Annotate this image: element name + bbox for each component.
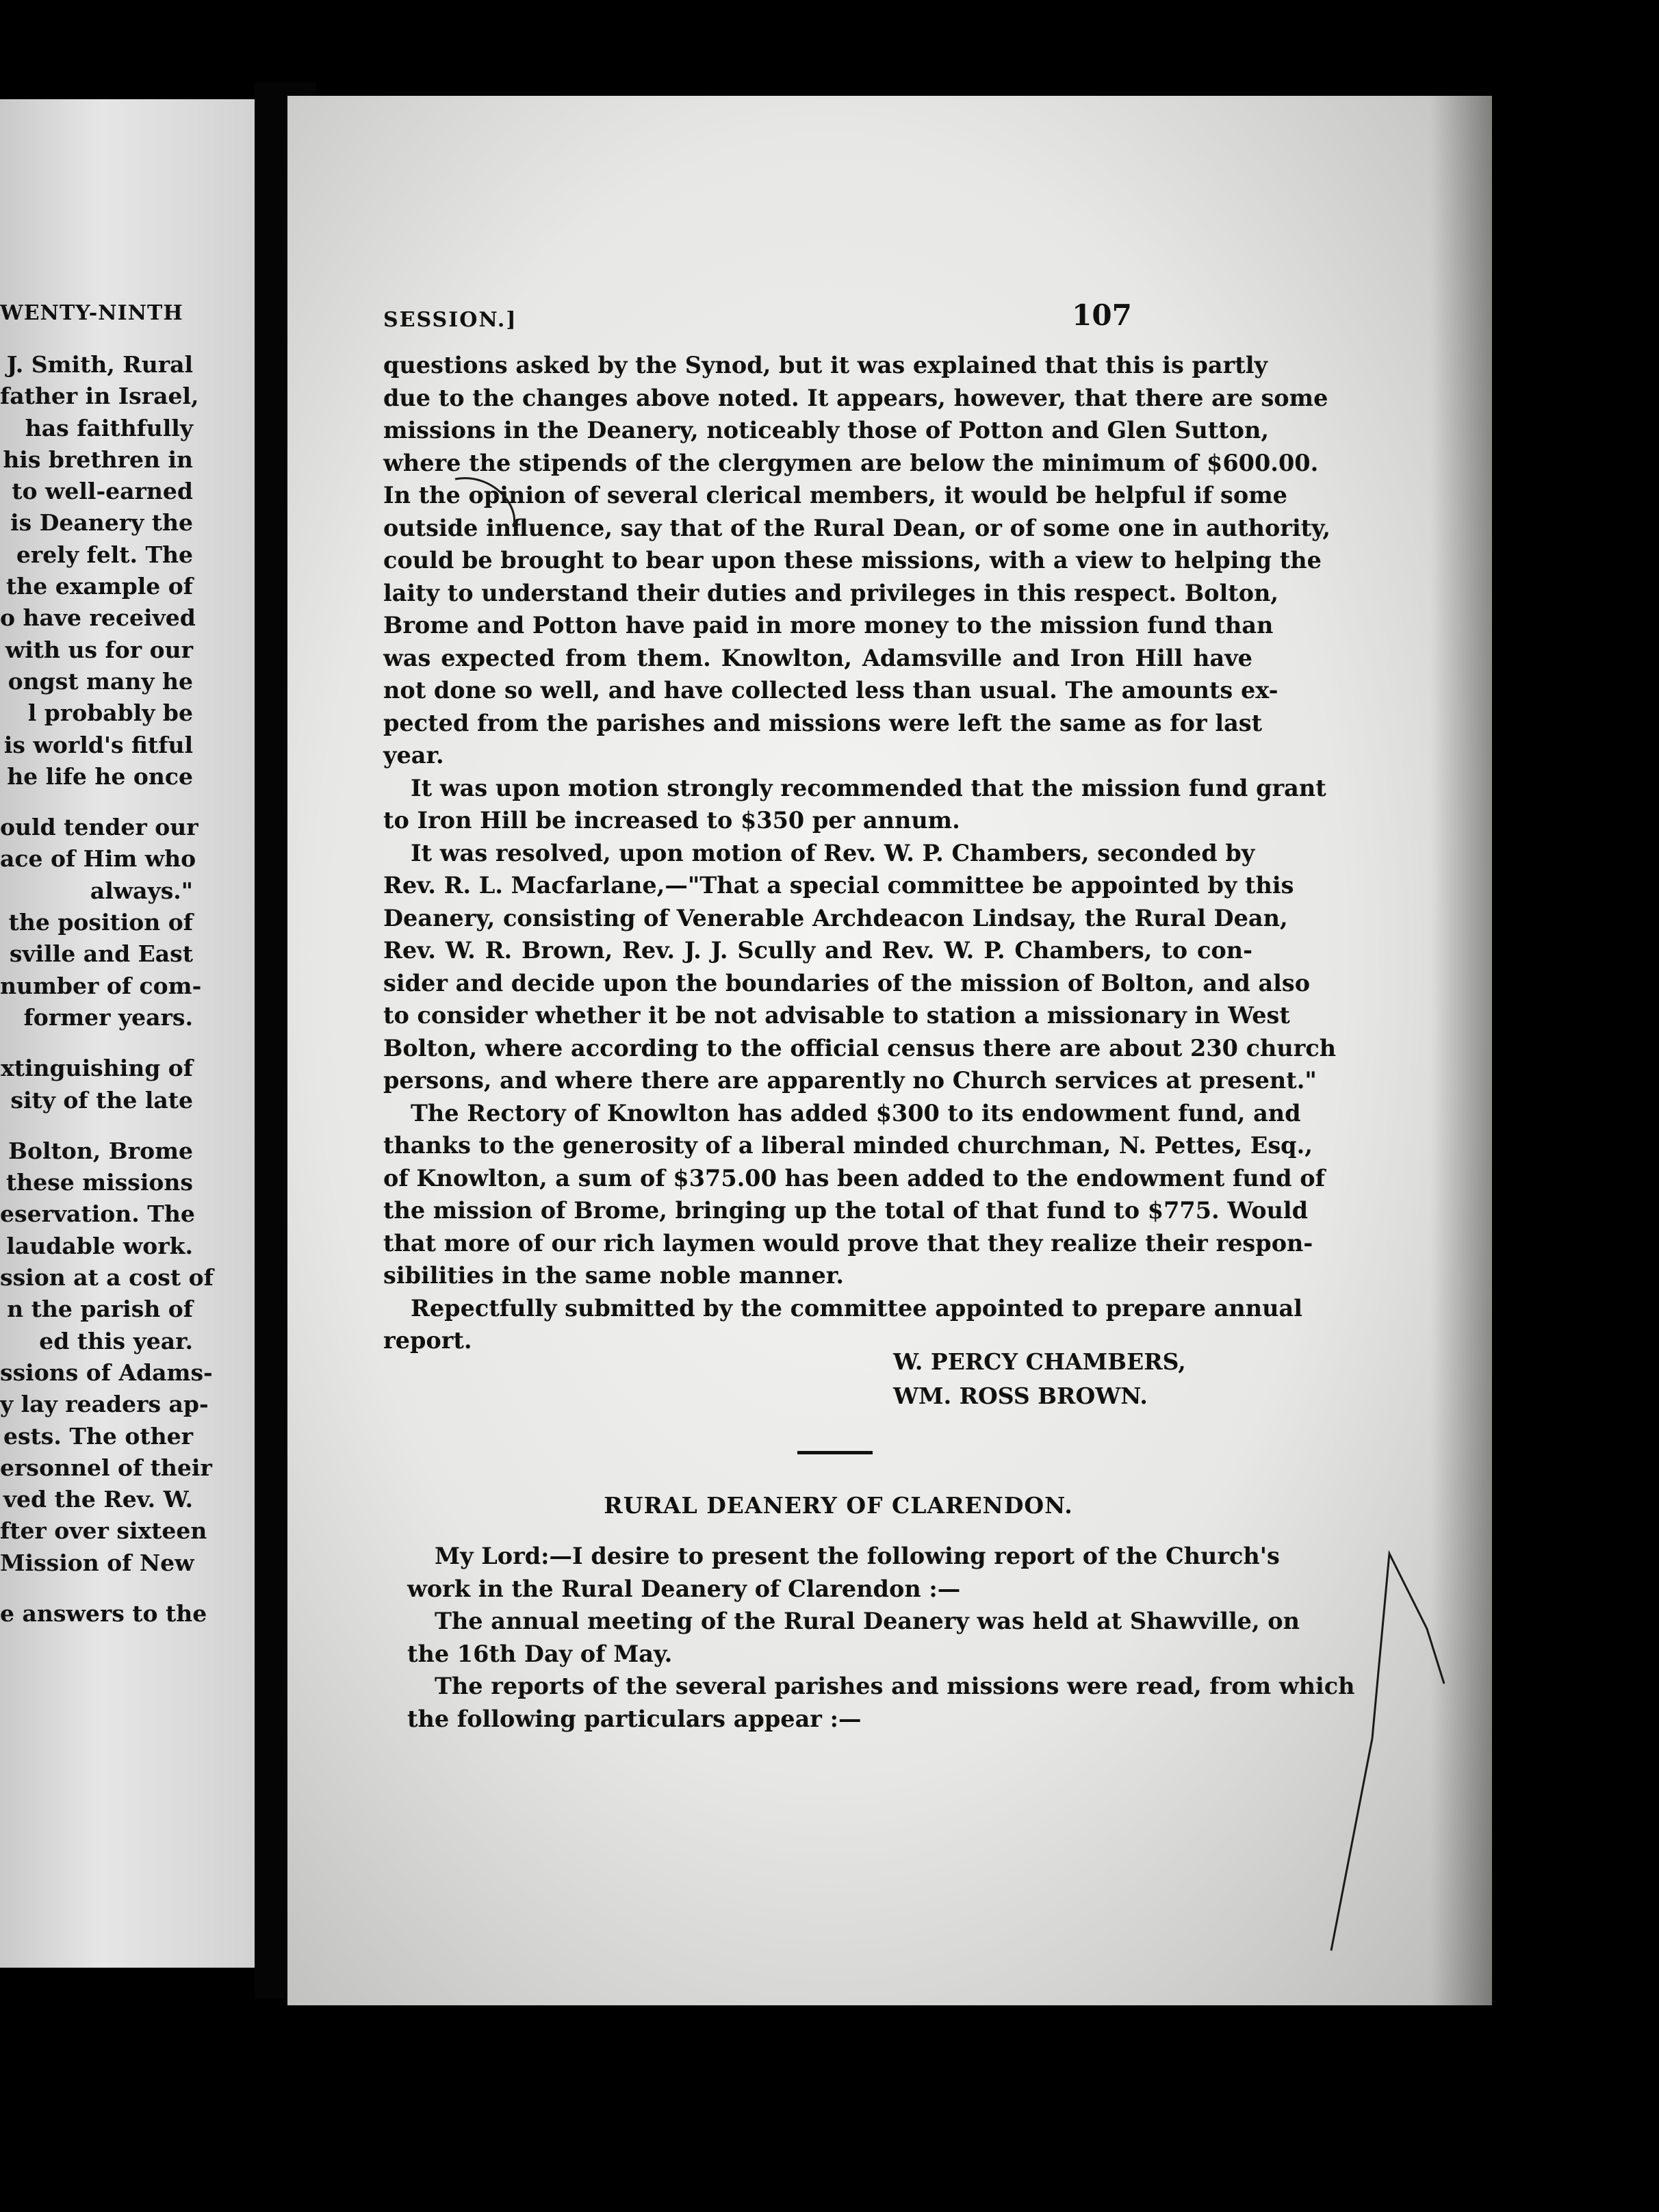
left-line: has faithfully: [25, 414, 193, 441]
text-line: Brome and Potton have paid in more money to the mission fund than: [383, 612, 1274, 639]
running-head: [383, 298, 1376, 342]
left-line: ved the Rev. W.: [3, 1486, 193, 1513]
left-page-text: [0, 349, 214, 1630]
text-line: that more of our rich laymen would prove that they realize their respon-: [383, 1229, 1313, 1257]
text-line: to consider whether it be not advisable to station a missionary in West: [383, 1002, 1290, 1029]
left-line-gap: [0, 793, 193, 812]
left-line: Bolton, Brome: [8, 1137, 193, 1164]
left-line: sville and East: [9, 940, 193, 968]
text-line: year.: [383, 742, 444, 769]
text-line: the 16th Day of May.: [407, 1640, 673, 1667]
left-line: eservation. The: [0, 1200, 195, 1228]
left-line: ssion at a cost of: [0, 1264, 214, 1291]
clarendon-report-text: [407, 1540, 1355, 1735]
left-line: his brethren in: [3, 446, 193, 473]
left-line: sity of the late: [10, 1086, 193, 1114]
text-line: In the opinion of several clerical members, it would be helpful if some: [383, 482, 1287, 509]
left-line: ould tender our: [0, 814, 198, 841]
page-edge-shadow: [1430, 96, 1492, 2005]
signature-line: WM. ROSS BROWN.: [893, 1382, 1148, 1409]
left-line-gap: [0, 1116, 193, 1135]
text-line: pected from the parishes and missions were left the same as for last: [383, 709, 1263, 736]
left-line: J. Smith, Rural: [6, 351, 193, 378]
text-line: The reports of the several parishes and missions were read, from which: [435, 1673, 1355, 1699]
left-line: ssions of Adams-: [0, 1359, 213, 1386]
text-line: sider and decide upon the boundaries of the mission of Bolton, and also: [383, 969, 1311, 996]
text-line: sibilities in the same noble manner.: [383, 1262, 845, 1289]
text-line: outside influence, say that of the Rural Dean, or of some one in authority,: [383, 514, 1331, 541]
left-line: ed this year.: [39, 1327, 193, 1354]
left-line: is Deanery the: [10, 509, 193, 537]
text-line: not done so well, and have collected less than usual. The amounts ex-: [383, 677, 1278, 704]
text-line: persons, and where there are apparently no Church services at present.": [383, 1067, 1317, 1094]
left-line-gap: [0, 1579, 193, 1598]
section-divider: [797, 1451, 873, 1454]
text-line: work in the Rural Deanery of Clarendon :—: [407, 1575, 961, 1602]
left-line: xtinguishing of: [1, 1055, 193, 1082]
pen-stroke: [1331, 1554, 1444, 1951]
text-line: the following particulars appear :—: [407, 1705, 862, 1732]
left-facing-page: [0, 99, 255, 1968]
signature-block: [893, 1345, 1186, 1413]
left-line: the position of: [8, 909, 193, 936]
left-line: former years.: [23, 1003, 193, 1031]
text-line: the mission of Brome, bringing up the total of that fund to $775. Would: [383, 1197, 1309, 1224]
text-line: thanks to the generosity of a liberal minded churchman, N. Pettes, Esq.,: [383, 1132, 1313, 1159]
left-line: father in Israel,: [0, 383, 199, 410]
left-line: always.": [90, 877, 193, 904]
text-line: Deanery, consisting of Venerable Archdeacon Lindsay, the Rural Dean,: [383, 904, 1288, 931]
left-line: ests. The other: [3, 1422, 193, 1450]
text-line: It was upon motion strongly recommended that the mission fund grant: [411, 774, 1326, 801]
left-line: the example of: [6, 573, 193, 600]
left-line: e answers to the: [0, 1599, 207, 1627]
left-line: number of com-: [0, 972, 202, 999]
left-line: l probably be: [27, 699, 193, 727]
left-line: n the parish of: [7, 1296, 193, 1323]
text-line: questions asked by the Synod, but it was explained that this is partly: [383, 352, 1268, 378]
text-line: Rev. R. L. Macfarlane,—"That a special committee be appointed by this: [383, 872, 1294, 899]
text-line: Rev. W. R. Brown, Rev. J. J. Scully and Rev. W. P. Chambers, to con-: [383, 937, 1252, 964]
left-line: ongst many he: [8, 667, 193, 695]
signature-line: W. PERCY CHAMBERS,: [893, 1348, 1186, 1375]
text-line: was expected from them. Knowlton, Adamsville and Iron Hill have: [383, 644, 1252, 671]
left-line: laudable work.: [6, 1232, 193, 1259]
text-line: due to the changes above noted. It appears, however, that there are some: [383, 384, 1328, 411]
committee-report-text: [383, 349, 1337, 1357]
text-line: missions in the Deanery, noticeably those of Potton and Glen Sutton,: [383, 417, 1270, 443]
text-line: report.: [383, 1327, 472, 1354]
text-line: My Lord:—I desire to present the following report of the Church's: [435, 1543, 1280, 1569]
text-line: Repectfully submitted by the committee appointed to prepare annual: [411, 1294, 1302, 1322]
text-line: of Knowlton, a sum of $375.00 has been added to the endowment fund of: [383, 1164, 1325, 1192]
section-title: RURAL DEANERY OF CLARENDON.: [604, 1492, 1073, 1519]
left-line: ace of Him who: [0, 845, 196, 873]
left-line: to well-earned: [12, 478, 193, 505]
session-label: SESSION.]: [383, 308, 517, 332]
left-line: with us for our: [5, 636, 193, 663]
text-line: The Rectory of Knowlton has added $300 to its endowment fund, and: [411, 1099, 1301, 1127]
left-line: o have received: [0, 604, 196, 632]
left-line-gap: [0, 1033, 193, 1053]
text-line: to Iron Hill be increased to $350 per annum.: [383, 807, 960, 834]
left-line: Mission of New: [0, 1549, 194, 1576]
left-line: is world's fitful: [3, 731, 193, 758]
text-line: Bolton, where according to the official census there are about 230 church: [383, 1034, 1337, 1062]
text-line: laity to understand their duties and privileges in this respect. Bolton,: [383, 579, 1279, 606]
page-number: 107: [1072, 298, 1132, 332]
text-line: The annual meeting of the Rural Deanery was held at Shawville, on: [435, 1608, 1300, 1634]
main-page: [287, 96, 1492, 2005]
left-line: erely felt. The: [16, 541, 193, 568]
left-page-header: WENTY-NINTH: [0, 301, 183, 325]
left-line: he life he once: [7, 762, 193, 790]
left-line: ersonnel of their: [0, 1454, 212, 1481]
left-line: these missions: [5, 1169, 193, 1196]
text-line: where the stipends of the clergymen are below the minimum of $600.00.: [383, 449, 1319, 476]
left-line: fter over sixteen: [0, 1517, 207, 1545]
text-line: It was resolved, upon motion of Rev. W. P. Chambers, seconded by: [411, 839, 1255, 866]
left-line: y lay readers ap-: [0, 1391, 209, 1418]
text-line: could be brought to bear upon these missions, with a view to helping the: [383, 547, 1322, 574]
